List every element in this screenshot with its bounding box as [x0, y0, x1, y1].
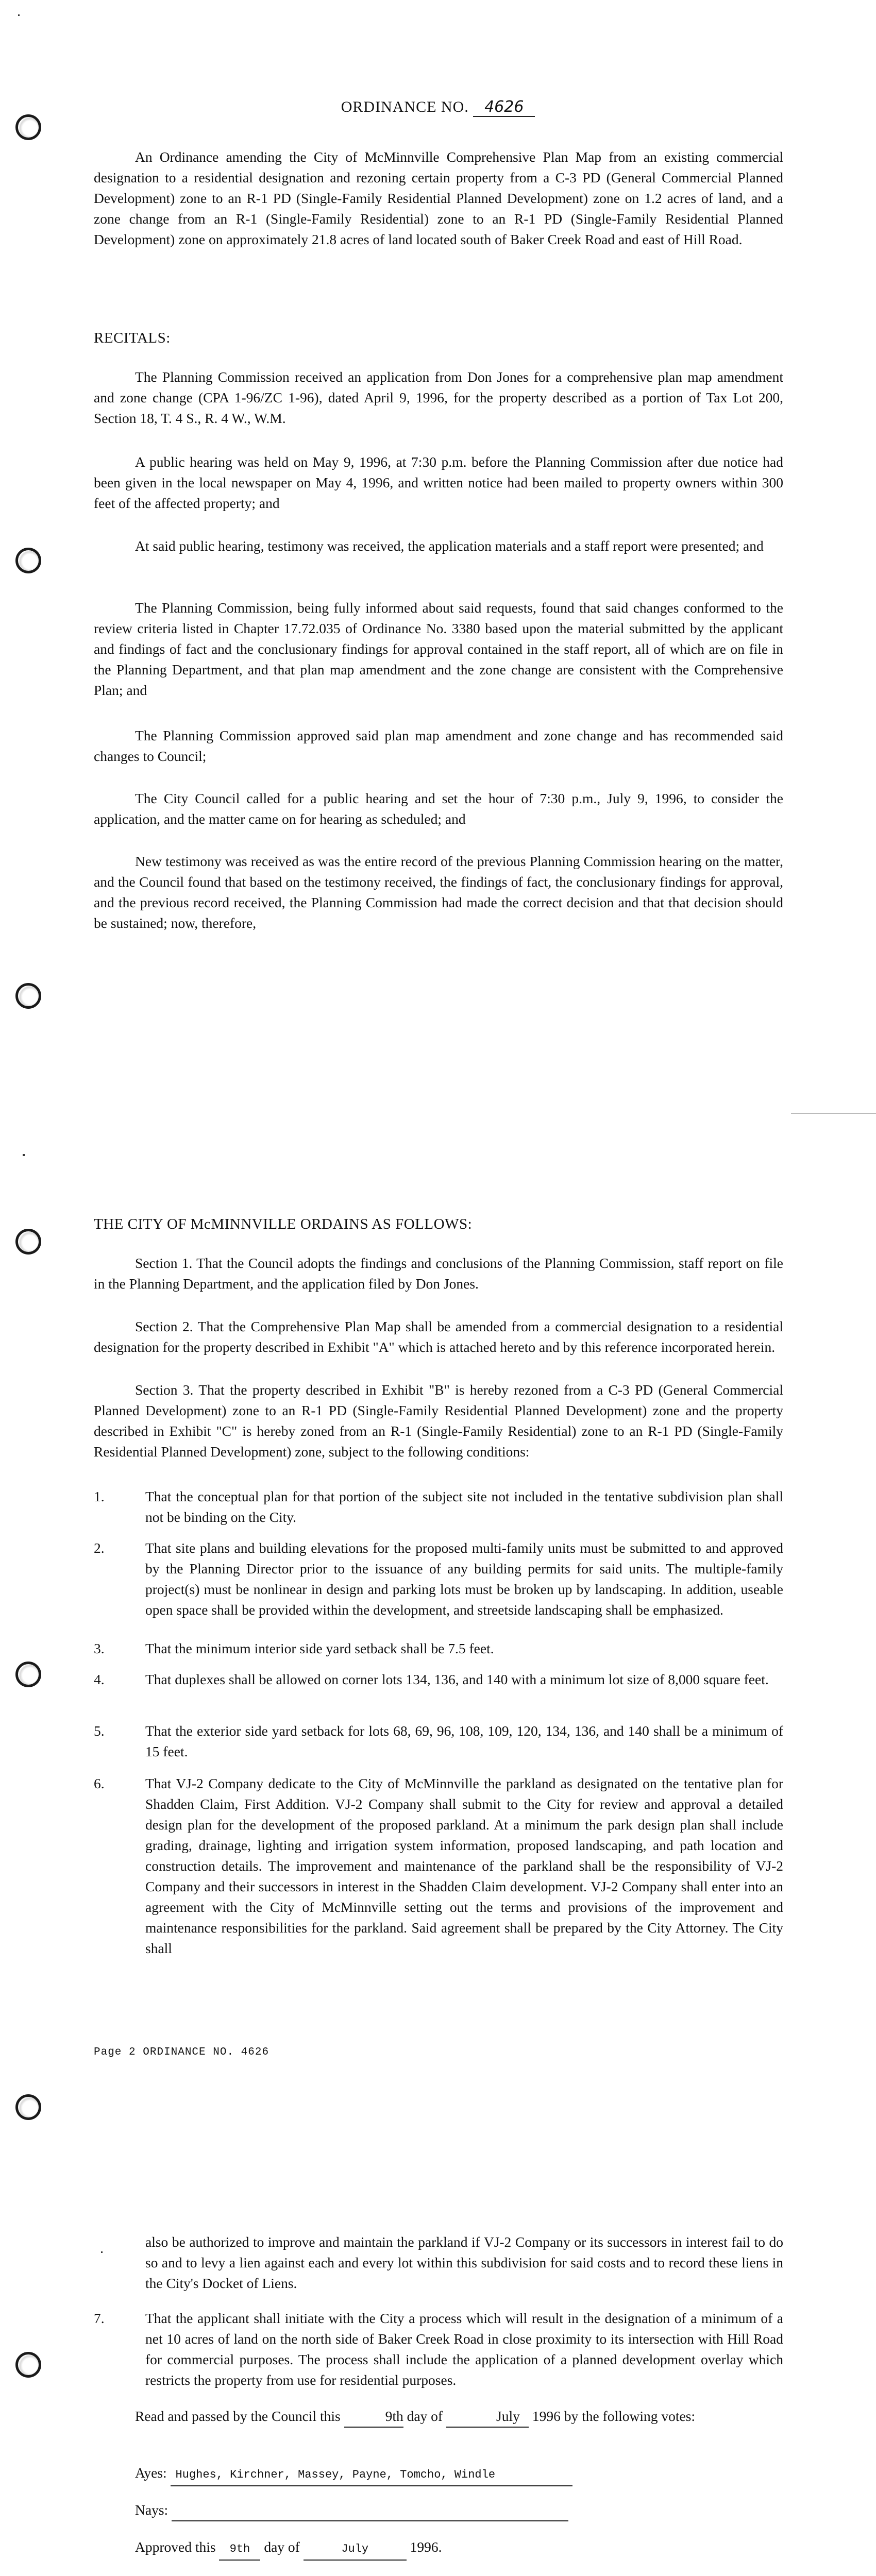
ordinance-number-handwritten: 4626 — [473, 98, 535, 117]
condition-6-continuation: also be authorized to improve and maintain the parkland if VJ-2 Company or its successors in interest fail to do so and to levy a lien against each and every lot within this subdivision for said costs and to record these liens in the City's Docket of Liens. — [145, 2234, 783, 2291]
ordinance-page-3 — [0, 2226, 876, 2576]
scan-speck — [18, 14, 20, 16]
condition-number: 5. — [94, 1723, 105, 1739]
condition-number: 3. — [94, 1640, 105, 1656]
condition-text: That the conceptual plan for that portion of the subject site not included in the tentative subdivision plan shall not be binding on the City. — [145, 1488, 783, 1525]
condition-text: That the exterior side yard setback for lots 68, 69, 96, 108, 109, 120, 134, 136, and 140 shall be a minimum of 15 feet. — [145, 1723, 783, 1759]
passed-day: 9th — [344, 2406, 403, 2428]
recital-paragraph: New testimony was received as was the entire record of the previous Planning Commission hearing on the matter, and the Council found that based on the testimony received, the findings of fact, the conclusionary findings for approval, and the previous record received, the Planning Commission had made the correct decision and that that decision should be sustained; now, therefore, — [94, 853, 783, 931]
recital-paragraph: The City Council called for a public hearing and set the hour of 7:30 p.m., July 9, 1996, to consider the application, and the matter came on for hearing as scheduled; and — [94, 790, 783, 827]
condition-text: That the minimum interior side yard setback shall be 7.5 feet. — [145, 1640, 494, 1656]
condition-text: That site plans and building elevations for the proposed multi-family units must be submitted to and approved by the Planning Director prior to the issuance of any building permits for said units. The multiple-family project(s) must be nonlinear in design and parking lots must be broken up by landscaping. In addition, useable open space shall be provided within the development, and streetside landscaping shall be emphasized. — [145, 1540, 783, 1618]
passed-text: Read and passed by the Council this — [135, 2408, 341, 2424]
passed-month: July — [446, 2406, 529, 2428]
ayes-label: Ayes: — [135, 2465, 167, 2481]
section-paragraph: Section 2. That the Comprehensive Plan Map shall be amended from a commercial designation to a residential designation for the property described in Exhibit "A" which is attached hereto and by this reference incorporated herein. — [94, 1318, 783, 1355]
punch-hole — [15, 2352, 41, 2378]
approved-day: 9th — [219, 2539, 260, 2561]
recital-paragraph: The Planning Commission received an application from Don Jones for a comprehensive plan map amendment and zone change (CPA 1-96/ZC 1-96), dated April 9, 1996, for the property described as a portion of Tax Lot 200, Section 18, T. 4 S., R. 4 W., W.M. — [94, 369, 783, 426]
condition-text: That duplexes shall be allowed on corner lots 134, 136, and 140 with a minimum lot size of 8,000 square feet. — [145, 1671, 769, 1687]
punch-hole — [15, 2094, 41, 2120]
ayes-names: Hughes, Kirchner, Massey, Payne, Tomcho, Windle — [171, 2465, 572, 2486]
approved-dayof: day of — [264, 2539, 300, 2555]
approved-year: 1996. — [410, 2539, 442, 2555]
scan-edge-line — [791, 1113, 876, 1114]
approved-label: Approved this — [135, 2539, 216, 2555]
section-paragraph: Section 1. That the Council adopts the findings and conclusions of the Planning Commission, staff report on file in the Planning Department, and the application filed by Don Jones. — [94, 1255, 783, 1292]
ayes-line — [135, 2463, 753, 2486]
condition-number: 4. — [94, 1671, 105, 1687]
ordinance-title-prefix: ORDINANCE NO. — [341, 98, 469, 115]
passed-text: 1996 by the following votes: — [532, 2408, 696, 2424]
scan-speck — [23, 1154, 25, 1156]
recitals-heading: RECITALS: — [94, 330, 171, 346]
punch-hole — [15, 1662, 41, 1687]
recital-paragraph: The Planning Commission, being fully informed about said requests, found that said changes conformed to the review criteria listed in Chapter 17.72.035 of Ordinance No. 3380 based upon the material submitted by the applicant and findings of fact and the conclusionary findings for approval contained in the staff report, all of which are on file in the Planning Department, and that plan map amendment and the zone change are consistent with the Comprehensive Plan; and — [94, 600, 783, 698]
ordinance-title — [0, 98, 876, 117]
ordinance-page-1 — [0, 0, 876, 1113]
ordinance-intro: An Ordinance amending the City of McMinnville Comprehensive Plan Map from an existing commercial designation to a residential designation and rezoning certain property from a C-3 PD (General Commercial Planned Development) zone to an R-1 PD (Single-Family Residential Planned Development) zone on 1.2 acres of land, and a zone change from an R-1 (Single-Family Residential) zone to an R-1 PD (Single-Family Residential Planned Development) zone on approximately 21.8 acres of land located south of Baker Creek Road and east of Hill Road. — [94, 149, 783, 247]
approved-month: July — [304, 2539, 407, 2561]
condition-number: 1. — [94, 1488, 105, 1504]
recital-paragraph: At said public hearing, testimony was received, the application materials and a staff report were presented; and — [135, 538, 764, 554]
condition-text: That VJ-2 Company dedicate to the City of McMinnville the parkland as designated on the tentative plan for Shadden Claim, First Addition. VJ-2 Company shall submit to the City for review and approval a detailed design plan for the development of the proposed parkland. At a minimum the park design plan shall include grading, drainage, lighting and irrigation system information, proposed landscaping, and path location and construction details. The improvement and maintenance of the parkland shall be the responsibility of VJ-2 Company and their successors in interest in the Shadden Claim development. VJ-2 Company shall enter into an agreement with the City of McMinnville setting out the terms and provisions of the improvement and maintenance responsibilities for the parkland. Said agreement shall be prepared by the City Attorney. The City shall — [145, 1775, 783, 1956]
condition-text: That the applicant shall initiate with the City a process which will result in the designation of a minimum of a net 10 acres of land on the north side of Baker Creek Road in close proximity to its intersection with Hill Road for commercial purposes. The process shall include the application of a planned development overlay which restricts the property from use for residential purposes. — [145, 2310, 783, 2388]
nays-line — [135, 2500, 753, 2521]
condition-number: 6. — [94, 1775, 105, 1791]
approved-line — [135, 2537, 753, 2561]
recital-paragraph: A public hearing was held on May 9, 1996, at 7:30 p.m. before the Planning Commission after due notice had been given in the local newspaper on May 4, 1996, and written notice had been mailed to property owners within 300 feet of the affected property; and — [94, 454, 783, 511]
section-paragraph: Section 3. That the property described in Exhibit "B" is hereby rezoned from a C-3 PD (General Commercial Planned Development) zone to an R-1 PD (Single-Family Residential Planned Development) zone and the property described in Exhibit "C" is hereby zoned from an R-1 (Single-Family Residential) zone to an R-1 PD (Single-Family Residential Planned Development) zone, subject to the following conditions: — [94, 1382, 783, 1460]
ordinance-page-2 — [0, 1113, 876, 2226]
punch-hole — [15, 983, 41, 1009]
condition-number: 2. — [94, 1540, 105, 1556]
ordains-heading: THE CITY OF McMINNVILLE ORDAINS AS FOLLOWS: — [94, 1216, 473, 1232]
passed-statement — [94, 2406, 783, 2428]
page-footer: Page 2 ORDINANCE NO. 4626 — [94, 2046, 269, 2058]
nays-label: Nays: — [135, 2502, 169, 2518]
punch-hole — [15, 114, 41, 140]
punch-hole — [15, 1229, 41, 1255]
passed-text: day of — [407, 2408, 443, 2424]
punch-hole — [15, 548, 41, 573]
recital-paragraph: The Planning Commission approved said plan map amendment and zone change and has recommended said changes to Council; — [94, 727, 783, 764]
scan-speck — [101, 2251, 103, 2253]
condition-number: 7. — [94, 2310, 105, 2326]
